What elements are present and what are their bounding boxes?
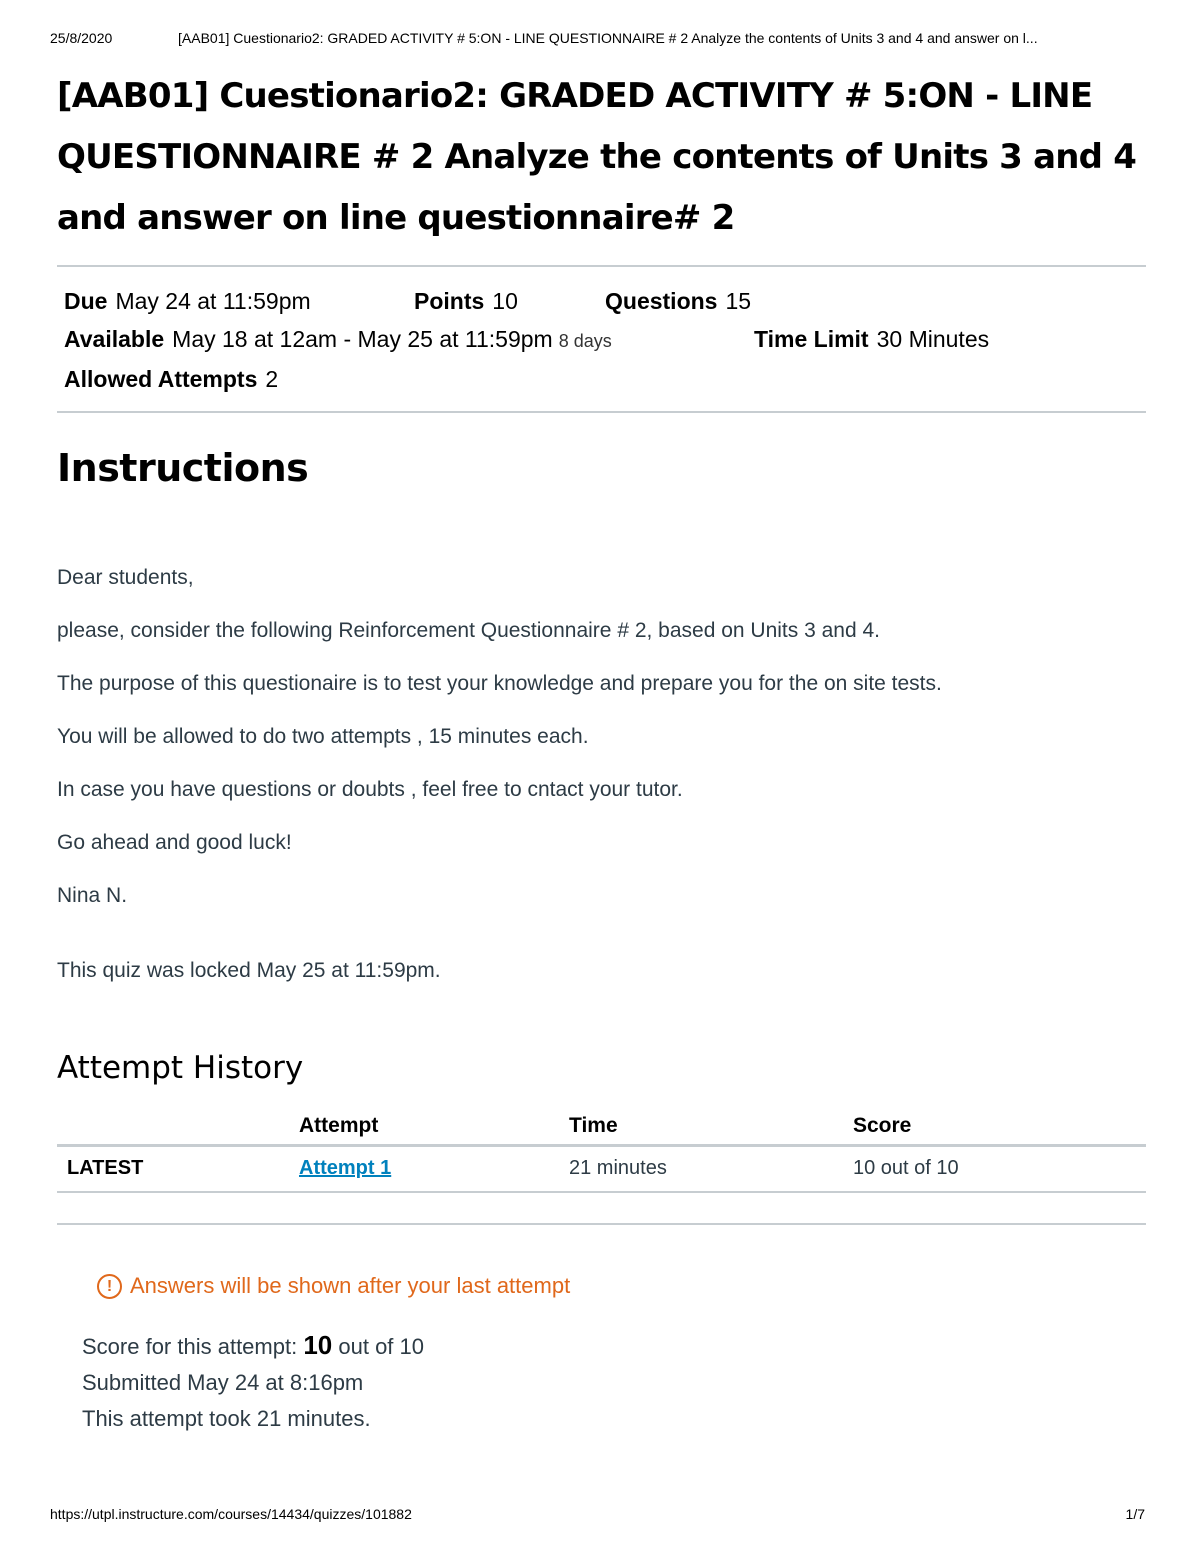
instruction-paragraph: Go ahead and good luck!	[57, 831, 292, 854]
instruction-paragraph: In case you have questions or doubts , feel free to cntact your tutor.	[57, 778, 683, 801]
instruction-paragraph: Nina N.	[57, 884, 128, 907]
attempt-link[interactable]: Attempt 1	[299, 1157, 392, 1179]
allowed-attempts-label: Allowed Attempts	[64, 366, 258, 392]
questions-value: 15	[725, 288, 752, 314]
score-suffix: out of 10	[338, 1334, 425, 1359]
points-label: Points	[414, 288, 485, 314]
attempt-status: LATEST	[57, 1146, 299, 1193]
column-header-status	[57, 1108, 299, 1146]
quiz-content	[57, 66, 1146, 1437]
attempt-time: 21 minutes	[569, 1146, 853, 1193]
answers-notice-text: Answers will be shown after your last attempt	[130, 1273, 571, 1298]
quiz-title: [AAB01] Cuestionario2: GRADED ACTIVITY # 5:ON - LINE QUESTIONNAIRE # 2 Analyze the contents of Units 3 and 4 and answer on line questionnaire# 2	[57, 76, 1137, 238]
questions-label: Questions	[605, 288, 718, 314]
instructions-heading: Instructions	[57, 446, 309, 490]
attempt-history-table	[57, 1108, 1146, 1193]
available-detail	[64, 320, 754, 360]
attempt-link-cell	[299, 1146, 569, 1193]
score-value: 10	[303, 1330, 333, 1360]
available-label: Available	[64, 326, 165, 352]
answers-notice	[97, 1273, 1146, 1299]
available-duration: 8 days	[558, 331, 612, 351]
duration-line: This attempt took 21 minutes.	[82, 1406, 371, 1431]
score-line	[82, 1327, 1146, 1365]
alert-icon: !	[97, 1274, 122, 1299]
column-header-time: Time	[569, 1108, 853, 1146]
table-header-row	[57, 1108, 1146, 1146]
points-value: 10	[492, 288, 518, 314]
points-detail	[414, 282, 605, 320]
attempt-history-heading: Attempt History	[57, 1050, 304, 1086]
column-header-attempt: Attempt	[299, 1108, 569, 1146]
questions-detail	[605, 282, 751, 320]
attempt-summary	[82, 1327, 1146, 1437]
due-detail	[64, 282, 414, 320]
time-limit-value: 30 Minutes	[876, 326, 990, 352]
due-label: Due	[64, 288, 108, 314]
instruction-paragraph: please, consider the following Reinforcement Questionnaire # 2, based on Units 3 and 4.	[57, 619, 880, 642]
quiz-details	[57, 267, 1146, 411]
instruction-paragraph: You will be allowed to do two attempts , 15 minutes each.	[57, 725, 589, 748]
column-header-score: Score	[853, 1108, 1146, 1146]
available-value: May 18 at 12am - May 25 at 11:59pm	[172, 326, 553, 352]
divider	[57, 1223, 1146, 1225]
submitted-line: Submitted May 24 at 8:16pm	[82, 1370, 364, 1395]
quiz-locked-notice: This quiz was locked May 25 at 11:59pm.	[57, 959, 441, 982]
print-document-title: [AAB01] Cuestionario2: GRADED ACTIVITY # 5:ON - LINE QUESTIONNAIRE # 2 Analyze the contents of Units 3 and 4 and answer on l...	[178, 30, 1038, 46]
instructions-body	[57, 562, 1146, 911]
allowed-attempts-detail	[64, 360, 278, 398]
time-limit-detail	[754, 320, 989, 360]
print-header	[50, 30, 1150, 50]
instruction-paragraph: Dear students,	[57, 566, 194, 589]
attempt-score: 10 out of 10	[853, 1146, 1146, 1193]
instruction-paragraph: The purpose of this questionaire is to test your knowledge and prepare you for the on site tests.	[57, 672, 942, 695]
divider	[57, 411, 1146, 413]
table-row	[57, 1146, 1146, 1193]
time-limit-label: Time Limit	[754, 326, 869, 352]
page-url: https://utpl.instructure.com/courses/14434/quizzes/101882	[50, 1506, 412, 1522]
page-number: 1/7	[1125, 1506, 1145, 1522]
allowed-attempts-value: 2	[265, 366, 279, 392]
print-date: 25/8/2020	[50, 30, 113, 46]
score-prefix: Score for this attempt:	[82, 1334, 298, 1359]
due-value: May 24 at 11:59pm	[115, 288, 311, 314]
